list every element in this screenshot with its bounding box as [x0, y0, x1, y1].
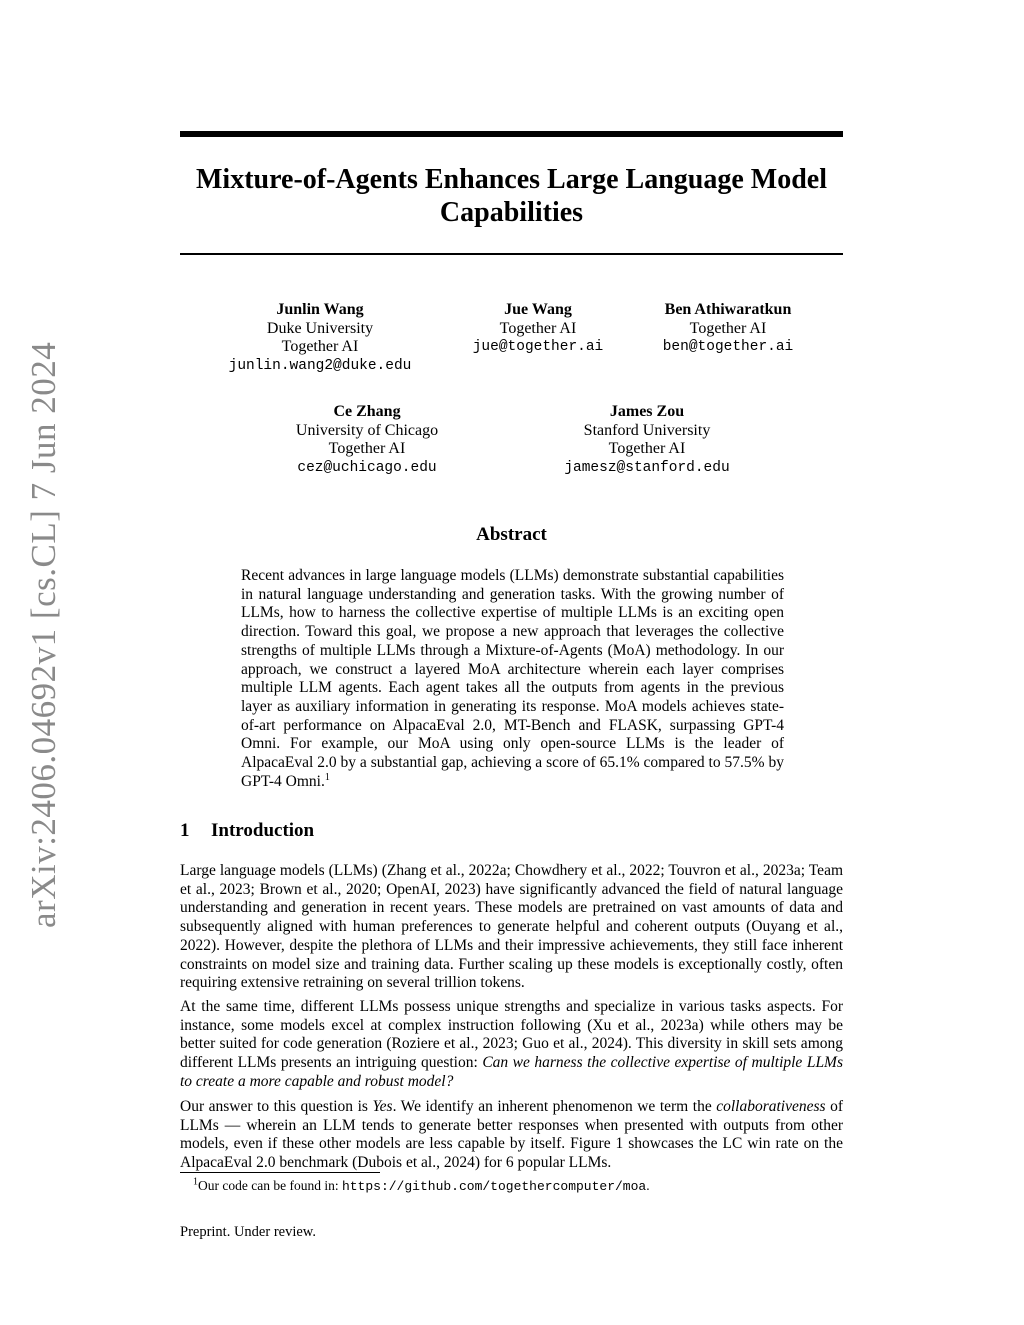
intro-paragraph-3: [180, 1098, 843, 1173]
author-email: jue@together.ai: [472, 339, 604, 355]
title-rule-top: [180, 131, 843, 137]
author-block: [220, 301, 420, 375]
paragraph-text: Our answer to this question is: [180, 1098, 373, 1115]
author-name: Jue Wang: [504, 301, 572, 318]
research-question: Can we harness the collective expertise of multiple LLMs to create a more capable and robust model?: [180, 1054, 844, 1090]
author-affiliation: Duke University: [266, 319, 374, 337]
footnote-marker[interactable]: 1: [324, 771, 330, 783]
author-block: [448, 301, 628, 357]
footnote-rule: [180, 1172, 380, 1173]
paragraph-text: . We identify an inherent phenomenon we term the: [392, 1098, 717, 1115]
author-block: [638, 301, 818, 357]
emphasis-term: collaborativeness: [716, 1098, 826, 1115]
author-name: Junlin Wang: [276, 301, 364, 318]
author-email: jamesz@stanford.edu: [564, 459, 730, 476]
author-email: cez@uchicago.edu: [297, 459, 437, 476]
author-name: Ce Zhang: [333, 403, 401, 420]
section-number: 1: [180, 820, 190, 841]
paragraph-text: of LLMs — wherein an LLM tends to generate better responses when presented with outputs from other models, even if these other models are less capable by itself. Figure 1 showcases the LC win rate on the AlpacaEval 2.0 benchmark (Dubois et al., 2024) for 6 popular LLMs.: [180, 1098, 843, 1172]
intro-paragraph-1: Large language models (LLMs) (Zhang et al., 2022a; Chowdhery et al., 2022; Touvron et al., 2023a; Team et al., 2023; Brown et al., 2020; OpenAI, 2023) have significantly advanced the field of natural language understanding and generation in recent years. These models are pretrained on vast amounts of data and subsequently aligned with human preferences to generate helpful and coherent outputs (Ouyang et al., 2022). However, despite the plethora of LLMs and their impressive achievements, they still face inherent constraints on model size and training data. Further scaling up these models is exceptionally costly, often requiring extensive retraining on several trillion tokens.: [180, 862, 843, 992]
author-affiliation: Together AI: [689, 319, 767, 337]
footnote-url[interactable]: https://github.com/togethercomputer/moa: [341, 1179, 647, 1194]
author-affiliation: Together AI: [499, 319, 577, 337]
paragraph-text: At the same time, different LLMs possess unique strengths and specialize in various tasks aspects. For instance, some models excel at complex instruction following (Xu et al., 2023a) while others may be better suited for code generation (Roziere et al., 2023; Guo et al., 2024). This diversity in skill sets among different LLMs presents an intriguing question:: [180, 998, 843, 1072]
author-email: junlin.wang2@duke.edu: [228, 357, 412, 374]
author-affiliation: Together AI: [281, 338, 359, 355]
author-block: [547, 403, 747, 477]
arxiv-identifier: arXiv:2406.04692v1 [cs.CL] 7 Jun 2024: [24, 341, 63, 928]
section-heading: [180, 820, 314, 842]
abstract-heading: Abstract: [476, 524, 547, 545]
author-affiliation: Together AI: [328, 440, 406, 457]
author-name: Ben Athiwaratkun: [664, 301, 792, 318]
author-affiliation: Stanford University: [583, 421, 711, 439]
abstract-body: [241, 567, 784, 791]
abstract-text: Recent advances in large language models (LLMs) demonstrate substantial capabilities in natural language understanding and generation tasks. With the growing number of LLMs, how to harness the collective expertise of multiple LLMs is an exciting open direction. Toward this goal, we propose a new approach that leverages the collective strengths of multiple LLMs through a Mixture-of-Agents (MoA) methodology. In our approach, we construct a layered MoA architecture wherein each layer comprises multiple LLM agents. Each agent takes all the outputs from agents in the previous layer as auxiliary information in generating its response. MoA models achieves state-of-art performance on AlpacaEval 2.0, MT-Bench and FLASK, surpassing GPT-4 Omni. For example, our MoA using only open-source LLMs is the leader of AlpacaEval 2.0 by a substantial gap, achieving a score of 65.1% compared to 57.5% by GPT-4 Omni.: [241, 567, 784, 790]
footnote-text: Our code can be found in:: [198, 1178, 342, 1193]
footnote-end: .: [646, 1178, 650, 1193]
preprint-notice: Preprint. Under review.: [180, 1224, 316, 1240]
footnote: [193, 1177, 650, 1195]
intro-paragraph-2: [180, 998, 843, 1092]
author-affiliation: Together AI: [608, 440, 686, 457]
paper-title: Mixture-of-Agents Enhances Large Language Model Capabilities: [196, 164, 827, 228]
footnote-mark: 1: [193, 1176, 198, 1188]
emphasis-yes: Yes: [372, 1098, 393, 1115]
title-rule-bottom: [180, 253, 843, 255]
author-affiliation: University of Chicago: [295, 421, 439, 439]
author-email: ben@together.ai: [662, 339, 794, 355]
author-block: [267, 403, 467, 477]
section-title: Introduction: [211, 820, 315, 841]
author-name: James Zou: [609, 403, 685, 420]
